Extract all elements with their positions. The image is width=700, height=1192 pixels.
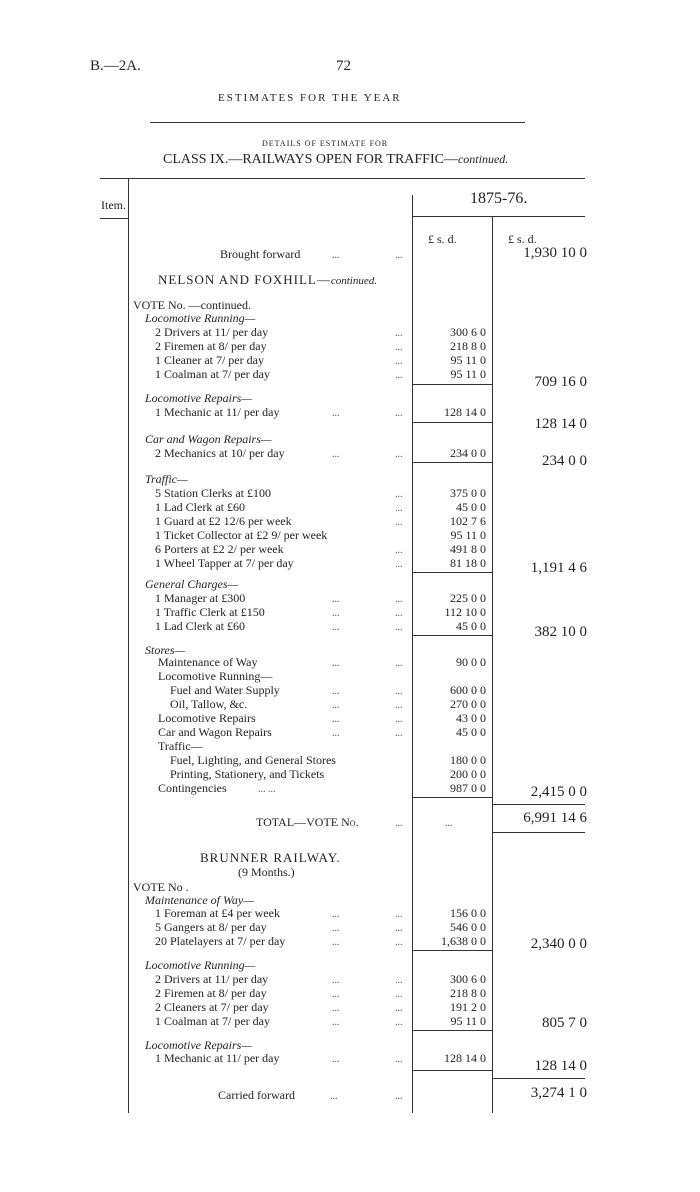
leader-dots: ... xyxy=(395,700,403,711)
leader-dots: ... xyxy=(332,686,340,697)
nelson-item-label: 1 Traffic Clerk at £150 xyxy=(155,605,265,619)
leader-dots: ... xyxy=(332,608,340,619)
leader-dots: ... xyxy=(395,489,403,500)
leader-dots: ... xyxy=(332,658,340,669)
nelson-group-title: Car and Wagon Repairs— xyxy=(145,432,272,446)
leader-dots: ... xyxy=(395,658,403,669)
stores-item-label: Traffic— xyxy=(158,739,203,753)
subtotal-rule xyxy=(412,1070,492,1071)
leader-dots: ... xyxy=(395,517,403,528)
leader-dots: ... xyxy=(395,728,403,739)
item-column-line xyxy=(128,178,129,1113)
leader-dots: ... xyxy=(332,714,340,725)
detail-amount: 270 0 0 xyxy=(450,697,486,711)
group-total: 805 7 0 xyxy=(542,1015,587,1031)
nelson-item-label: 6 Porters at £2 2/ per week xyxy=(155,542,284,556)
carried-forward-total: 3,274 1 0 xyxy=(530,1085,587,1101)
leader-dots: ... xyxy=(395,714,403,725)
leader-dots: ... xyxy=(395,449,403,460)
detail-amount: 300 6 0 xyxy=(450,325,486,339)
stores-title: Stores— xyxy=(145,643,186,657)
detail-amount: 600 0 0 xyxy=(450,683,486,697)
stores-item-label: Printing, Stationery, and Tickets xyxy=(170,767,325,781)
stores-item-label: Locomotive Running— xyxy=(158,669,273,683)
leader-dots: ... xyxy=(395,370,403,381)
group-total: 128 14 0 xyxy=(534,416,587,432)
leader-dots: ... xyxy=(332,909,340,920)
nelson-item-label: 1 Mechanic at 11/ per day xyxy=(155,405,280,419)
subtotal-rule xyxy=(412,384,492,385)
leader-dots: ... xyxy=(395,975,403,986)
detail-amount: 90 0 0 xyxy=(456,655,486,669)
leader-dots: ... xyxy=(395,356,403,367)
stores-item-label: Contingencies xyxy=(158,781,227,795)
stores-item-label: Locomotive Repairs xyxy=(158,711,256,725)
leader-dots: ... xyxy=(395,1003,403,1014)
leader-dots: ... xyxy=(332,449,340,460)
detail-amount: 218 8 0 xyxy=(450,339,486,353)
subtotal-rule xyxy=(412,462,492,463)
leader-dots: ... xyxy=(395,909,403,920)
detail-amount: 375 0 0 xyxy=(450,486,486,500)
nelson-item-label: 1 Cleaner at 7/ per day xyxy=(155,353,264,367)
running-title: ESTIMATES FOR THE YEAR xyxy=(218,92,402,104)
carried-forward-dots-2: ... xyxy=(395,1091,403,1102)
class-title-main: CLASS IX.—RAILWAYS OPEN FOR TRAFFIC— xyxy=(163,152,458,167)
nelson-item-label: 2 Drivers at 11/ per day xyxy=(155,325,269,339)
detail-amount: 156 0 0 xyxy=(450,906,486,920)
brunner-item-label: 1 Foreman at £4 per week xyxy=(155,906,280,920)
nelson-group-title: General Charges— xyxy=(145,577,239,591)
nelson-group-title: Locomotive Repairs— xyxy=(145,391,252,405)
brunner-item-label: 20 Platelayers at 7/ per day xyxy=(155,934,286,948)
leader-dots: ... xyxy=(395,342,403,353)
detail-amount: 191 2 0 xyxy=(450,1000,486,1014)
header-rule xyxy=(150,122,525,123)
subtotal-rule xyxy=(412,422,492,423)
detail-amount: 234 0 0 xyxy=(450,446,486,460)
nelson-item-label: 1 Ticket Collector at £2 9/ per week xyxy=(155,528,328,542)
leader-dots: ... xyxy=(395,622,403,633)
table-top-rule xyxy=(100,178,585,179)
detail-amount: 180 0 0 xyxy=(450,753,486,767)
brunner-item-label: 2 Drivers at 11/ per day xyxy=(155,972,269,986)
details-caption: DETAILS OF ESTIMATE FOR xyxy=(262,139,389,148)
page-number: 72 xyxy=(336,58,351,74)
detail-amount: 300 6 0 xyxy=(450,972,486,986)
leader-dots: ... xyxy=(332,622,340,633)
brunner-item-label: 1 Mechanic at 11/ per day xyxy=(155,1051,280,1065)
subtotal-rule xyxy=(412,635,492,636)
vote-total-mid: ... xyxy=(445,818,453,829)
leader-dots: ... xyxy=(395,1054,403,1065)
detail-amount: 45 0 0 xyxy=(456,500,486,514)
stores-item-label: Fuel and Water Supply xyxy=(170,683,280,697)
detail-amount: 218 8 0 xyxy=(450,986,486,1000)
carried-forward-dots: ... xyxy=(330,1091,338,1102)
group-total: 128 14 0 xyxy=(534,1058,587,1074)
stores-item-label: Oil, Tallow, &c. xyxy=(170,697,248,711)
stores-item-label: Maintenance of Way xyxy=(158,655,258,669)
carried-forward-label: Carried forward xyxy=(218,1088,295,1102)
total-rule xyxy=(492,1078,585,1079)
total-rule xyxy=(492,804,585,805)
brunner-group-title: Maintenance of Way— xyxy=(145,893,254,907)
leader-dots: ... xyxy=(395,545,403,556)
leader-dots: ... xyxy=(395,594,403,605)
leader-dots: ... xyxy=(332,1054,340,1065)
leader-dots: ... xyxy=(395,328,403,339)
detail-amount: 546 0 0 xyxy=(450,920,486,934)
nelson-heading xyxy=(158,272,377,288)
nelson-vote: VOTE No. —continued. xyxy=(133,298,251,312)
group-total: 1,191 4 6 xyxy=(530,560,587,576)
leader-dots: ... xyxy=(395,1017,403,1028)
detail-amount: 95 11 0 xyxy=(450,353,486,367)
leader-dots: ... xyxy=(332,594,340,605)
leader-dots: ... xyxy=(395,937,403,948)
page-reference: B.—2A. xyxy=(90,58,141,74)
brought-forward-dots-2: ... xyxy=(395,250,403,261)
subtotal-rule xyxy=(412,797,492,798)
detail-amount: 491 8 0 xyxy=(450,542,486,556)
stores-item-label: Car and Wagon Repairs xyxy=(158,725,272,739)
item-column-header: Item. xyxy=(101,198,126,212)
stores-item-label: Fuel, Lighting, and General Stores xyxy=(170,753,336,767)
subtotal-rule xyxy=(412,1030,492,1031)
detail-amount: 128 14 0 xyxy=(444,405,486,419)
leader-dots: ... xyxy=(395,989,403,1000)
subtotal-rule xyxy=(412,572,492,573)
brunner-heading: BRUNNER RAILWAY. xyxy=(200,850,341,865)
detail-amount: 200 0 0 xyxy=(450,767,486,781)
nelson-group-title: Locomotive Running— xyxy=(145,311,256,325)
detail-amount: 102 7 6 xyxy=(450,514,486,528)
group-total: 709 16 0 xyxy=(534,374,587,390)
nelson-item-label: 1 Guard at £2 12/6 per week xyxy=(155,514,292,528)
group-total: 382 10 0 xyxy=(534,624,587,640)
leader-dots: ... xyxy=(332,700,340,711)
brunner-group-title: Locomotive Running— xyxy=(145,958,256,972)
detail-amount: 987 0 0 xyxy=(450,781,486,795)
leader-dots: ... xyxy=(395,408,403,419)
detail-amount: 95 11 0 xyxy=(450,528,486,542)
detail-amount: 95 11 0 xyxy=(450,1014,486,1028)
brunner-item-label: 5 Gangers at 8/ per day xyxy=(155,920,267,934)
detail-amount: 128 14 0 xyxy=(444,1051,486,1065)
leader-dots: ... xyxy=(395,686,403,697)
nelson-item-label: 1 Lad Clerk at £60 xyxy=(155,500,245,514)
brought-forward-dots: ... xyxy=(332,250,340,261)
item-header-rule xyxy=(100,218,128,219)
nelson-item-label: 1 Manager at £300 xyxy=(155,591,246,605)
detail-column-line xyxy=(412,195,413,1113)
detail-amount: 45 0 0 xyxy=(456,619,486,633)
nelson-item-label: 2 Mechanics at 10/ per day xyxy=(155,446,285,460)
lsd-header-detail: £ s. d. xyxy=(428,232,457,246)
brunner-subheading: (9 Months.) xyxy=(238,865,295,879)
leader-dots: ... xyxy=(395,923,403,934)
leader-dots: ... xyxy=(395,559,403,570)
vote-total-value: 6,991 14 6 xyxy=(523,810,587,826)
stores-total: 2,415 0 0 xyxy=(530,784,587,800)
leader-dots: ... xyxy=(332,989,340,1000)
detail-amount: 45 0 0 xyxy=(456,725,486,739)
leader-dots: ... xyxy=(332,937,340,948)
leader-dots: ... xyxy=(395,503,403,514)
leader-dots: ... xyxy=(395,608,403,619)
detail-amount: 1,638 0 0 xyxy=(441,934,486,948)
total-rule xyxy=(492,832,585,833)
brunner-group-title: Locomotive Repairs— xyxy=(145,1038,252,1052)
leader-dots: ... xyxy=(332,975,340,986)
nelson-item-label: 5 Station Clerks at £100 xyxy=(155,486,271,500)
lsd-header-total: £ s. d. xyxy=(508,232,537,246)
leader-dots: ... xyxy=(332,923,340,934)
brought-forward-total: 1,930 10 0 xyxy=(523,245,587,261)
brunner-item-label: 2 Cleaners at 7/ per day xyxy=(155,1000,269,1014)
total-column-line xyxy=(492,216,493,1113)
nelson-item-label: 1 Wheel Tapper at 7/ per day xyxy=(155,556,294,570)
year-header: 1875-76. xyxy=(470,190,528,207)
nelson-heading-main: NELSON AND FOXHILL— xyxy=(158,272,331,287)
nelson-group-title: Traffic— xyxy=(145,472,188,486)
vote-total-label: TOTAL—VOTE No. xyxy=(256,815,359,829)
class-title xyxy=(163,152,508,168)
brunner-item-label: 2 Firemen at 8/ per day xyxy=(155,986,267,1000)
detail-amount: 43 0 0 xyxy=(456,711,486,725)
year-header-rule xyxy=(412,216,585,217)
leader-dots: ... xyxy=(332,1017,340,1028)
leader-dots: ... xyxy=(332,408,340,419)
brunner-item-label: 1 Coalman at 7/ per day xyxy=(155,1014,270,1028)
nelson-heading-continued: continued. xyxy=(330,275,377,287)
group-total: 234 0 0 xyxy=(542,453,587,469)
detail-amount: 95 11 0 xyxy=(450,367,486,381)
leader-dots: ... ... xyxy=(258,784,276,795)
subtotal-rule xyxy=(412,950,492,951)
nelson-item-label: 2 Firemen at 8/ per day xyxy=(155,339,267,353)
group-total: 2,340 0 0 xyxy=(530,936,587,952)
nelson-item-label: 1 Coalman at 7/ per day xyxy=(155,367,270,381)
nelson-item-label: 1 Lad Clerk at £60 xyxy=(155,619,245,633)
detail-amount: 225 0 0 xyxy=(450,591,486,605)
leader-dots: ... xyxy=(332,1003,340,1014)
leader-dots: ... xyxy=(332,728,340,739)
detail-amount: 81 18 0 xyxy=(450,556,486,570)
vote-total-dots: ... xyxy=(395,818,403,829)
brunner-vote: VOTE No . xyxy=(133,880,189,894)
class-title-continued: continued. xyxy=(457,152,509,166)
detail-amount: 112 10 0 xyxy=(444,605,486,619)
brought-forward-label: Brought forward xyxy=(220,247,301,261)
